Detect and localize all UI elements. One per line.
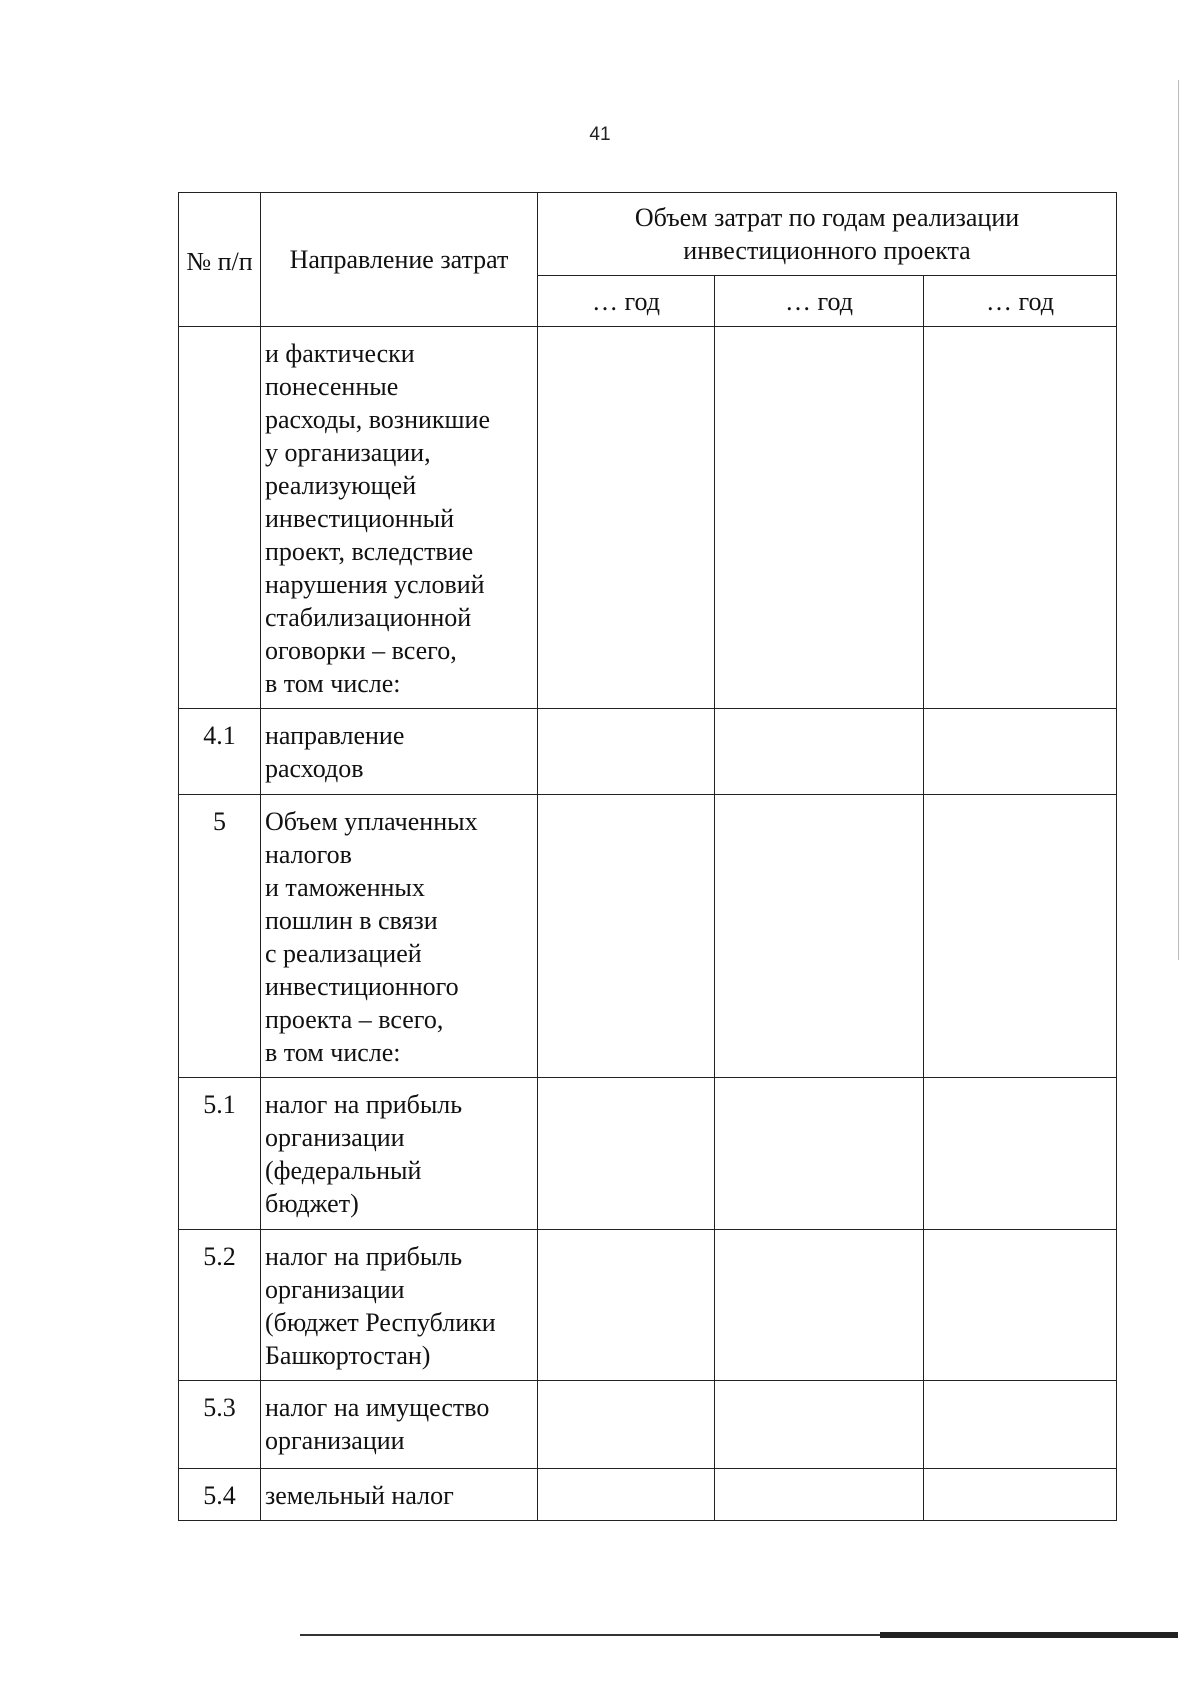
row-direction (261, 795, 538, 1078)
year-value-cell-2 (715, 1078, 924, 1230)
year-value-cell-2 (715, 327, 924, 709)
header-num-col: № п/п (179, 193, 261, 327)
row-direction-line: налог на прибыль (265, 1090, 463, 1119)
row-direction-line: оговорки – всего, (265, 636, 457, 665)
year-value-cell-3 (924, 1078, 1117, 1230)
year-value-cell-3 (924, 327, 1117, 709)
row-direction (261, 709, 538, 795)
row-direction-line: бюджет) (265, 1189, 359, 1218)
year-value-cell-2 (715, 1230, 924, 1381)
row-direction-line: в том числе: (265, 669, 401, 698)
year-value-cell-3 (924, 795, 1117, 1078)
row-direction-line: стабилизационной (265, 603, 472, 632)
row-direction-line: реализующей (265, 471, 417, 500)
year-value-cell-2 (715, 1469, 924, 1521)
row-direction-line: проекта – всего, (265, 1005, 444, 1034)
row-number: 5.3 (179, 1381, 261, 1469)
table-body (179, 327, 1117, 1521)
row-direction-line: проект, вследствие (265, 537, 474, 566)
year-value-cell-3 (924, 1381, 1117, 1469)
year-value-cell-1 (538, 1381, 715, 1469)
bottom-rule-thick (880, 1632, 1178, 1638)
year-value-cell-1 (538, 1469, 715, 1521)
header-year-2: … год (715, 276, 924, 327)
row-direction (261, 1381, 538, 1469)
year-value-cell-2 (715, 1381, 924, 1469)
year-value-cell-3 (924, 1230, 1117, 1381)
row-direction-line: организации (265, 1426, 405, 1455)
table-row (179, 1078, 1117, 1230)
year-value-cell-1 (538, 1078, 715, 1230)
year-value-cell-2 (715, 709, 924, 795)
year-value-cell-1 (538, 709, 715, 795)
row-direction-line: у организации, (265, 438, 431, 467)
row-direction-line: (бюджет Республики (265, 1308, 496, 1337)
row-direction-line: нарушения условий (265, 570, 485, 599)
row-number (179, 327, 261, 709)
cost-table (178, 192, 1117, 1521)
row-number: 5.1 (179, 1078, 261, 1230)
header-direction-col: Направление затрат (261, 193, 538, 327)
row-direction (261, 327, 538, 709)
row-direction-line: с реализацией (265, 939, 422, 968)
row-direction (261, 1469, 538, 1521)
page-number: 41 (589, 124, 611, 145)
header-year-3: … год (924, 276, 1117, 327)
header-year-1: … год (538, 276, 715, 327)
table-row (179, 327, 1117, 709)
table-row (179, 795, 1117, 1078)
row-direction-line: пошлин в связи (265, 906, 438, 935)
row-direction-line: понесенные (265, 372, 399, 401)
row-direction-line: Башкортостан) (265, 1341, 431, 1370)
table-row (179, 1230, 1117, 1381)
table-row (179, 1381, 1117, 1469)
row-number: 5 (179, 795, 261, 1078)
year-value-cell-1 (538, 795, 715, 1078)
year-value-cell-2 (715, 795, 924, 1078)
table-row (179, 1469, 1117, 1521)
year-value-cell-3 (924, 1469, 1117, 1521)
year-value-cell-3 (924, 709, 1117, 795)
row-number: 4.1 (179, 709, 261, 795)
table-header (179, 193, 1117, 327)
row-direction-line: и фактически (265, 339, 415, 368)
row-direction-line: организации (265, 1275, 405, 1304)
row-direction-line: расходы, возникшие (265, 405, 490, 434)
row-direction-line: (федеральный (265, 1156, 422, 1185)
row-direction-line: расходов (265, 754, 364, 783)
row-direction-line: налогов (265, 840, 352, 869)
row-direction-line: земельный налог (265, 1481, 454, 1510)
row-direction-line: направление (265, 721, 405, 750)
row-direction-line: инвестиционный (265, 504, 454, 533)
row-direction (261, 1230, 538, 1381)
row-number: 5.4 (179, 1469, 261, 1521)
row-direction-line: налог на имущество (265, 1393, 490, 1422)
row-direction-line: в том числе: (265, 1038, 401, 1067)
year-value-cell-1 (538, 1230, 715, 1381)
row-direction-line: налог на прибыль (265, 1242, 463, 1271)
row-direction-line: и таможенных (265, 873, 425, 902)
header-years-group: Объем затрат по годам реализации инвестиционного проекта (538, 193, 1117, 276)
row-direction-line: инвестиционного (265, 972, 459, 1001)
row-direction (261, 1078, 538, 1230)
row-number: 5.2 (179, 1230, 261, 1381)
row-direction-line: организации (265, 1123, 405, 1152)
scan-edge-mark (1178, 80, 1179, 960)
row-direction-line: Объем уплаченных (265, 807, 478, 836)
table-row (179, 709, 1117, 795)
year-value-cell-1 (538, 327, 715, 709)
